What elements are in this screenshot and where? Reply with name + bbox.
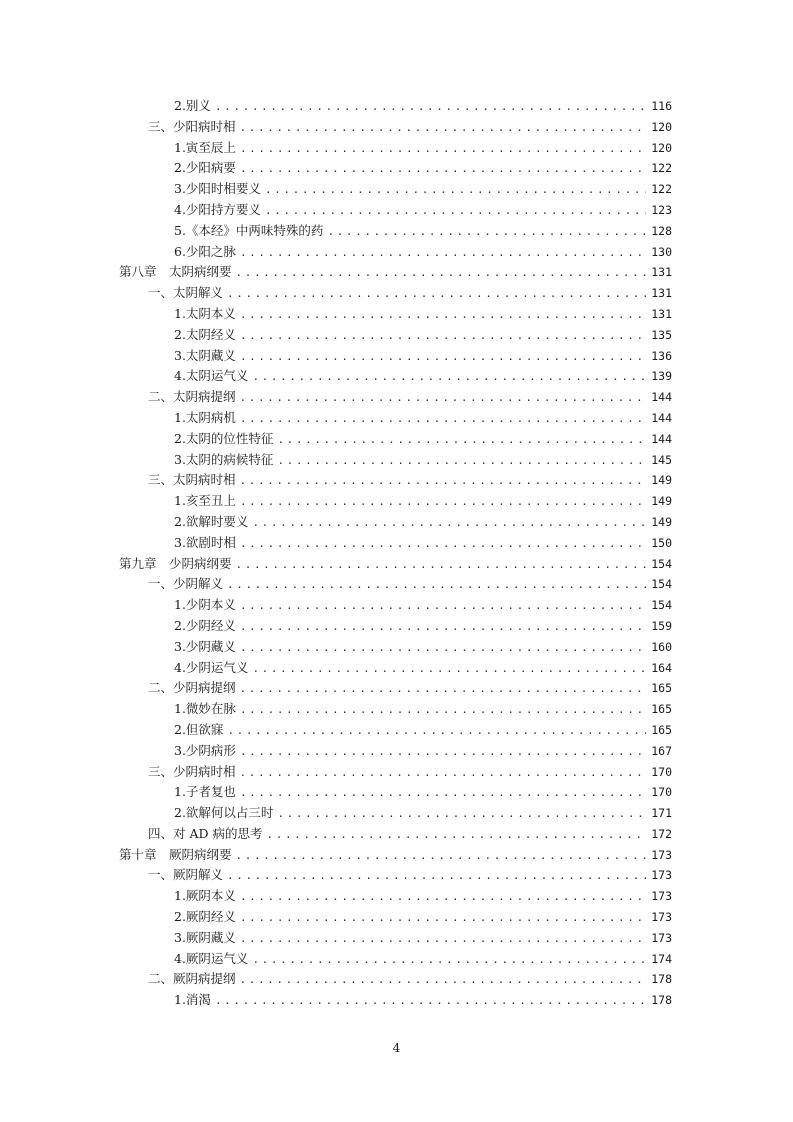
toc-entry[interactable] bbox=[119, 699, 672, 720]
dot-leader bbox=[327, 222, 646, 243]
toc-entry[interactable] bbox=[119, 762, 672, 783]
dot-leader bbox=[240, 700, 646, 721]
dot-leader bbox=[236, 263, 646, 284]
toc-entry-page: 120 bbox=[651, 119, 672, 134]
toc-entry-title: 1.亥至丑上 bbox=[174, 493, 236, 509]
dot-leader bbox=[236, 555, 646, 576]
toc-entry-title: 2.但欲寐 bbox=[174, 721, 224, 737]
toc-entry-title: 3.欲剧时相 bbox=[174, 534, 236, 550]
toc-entry-page: 150 bbox=[651, 535, 672, 550]
toc-entry-title: 4.厥阴运气义 bbox=[174, 950, 249, 966]
dot-leader bbox=[240, 679, 646, 700]
toc-entry-title: 三、少阳病时相 bbox=[148, 118, 236, 134]
toc-entry-page: 170 bbox=[651, 764, 672, 779]
toc-entry-page: 154 bbox=[651, 598, 672, 613]
toc-entry[interactable] bbox=[119, 221, 672, 242]
toc-entry[interactable] bbox=[119, 865, 672, 886]
toc-entry-title: 第九章 少阴病纲要 bbox=[119, 555, 232, 571]
toc-entry[interactable] bbox=[119, 346, 672, 367]
dot-leader bbox=[240, 388, 646, 409]
dot-leader bbox=[252, 950, 646, 971]
toc-entry[interactable] bbox=[119, 990, 672, 1011]
dot-leader bbox=[215, 97, 646, 118]
dot-leader bbox=[240, 305, 646, 326]
dot-leader bbox=[240, 783, 646, 804]
dot-leader bbox=[267, 825, 647, 846]
toc-entry-page: 122 bbox=[651, 161, 672, 176]
toc-entry-title: 四、对 AD 病的思考 bbox=[148, 825, 263, 841]
toc-entry-title: 3.太阴的病候特征 bbox=[174, 451, 274, 467]
toc-entry[interactable] bbox=[119, 366, 672, 387]
toc-entry[interactable] bbox=[119, 179, 672, 200]
toc-entry-title: 1.太阴病机 bbox=[174, 409, 236, 425]
toc-entry-page: 149 bbox=[651, 494, 672, 509]
toc-entry-title: 二、少阴病提纲 bbox=[148, 680, 236, 696]
toc-entry-page: 160 bbox=[651, 639, 672, 654]
toc-entry-page: 178 bbox=[651, 993, 672, 1008]
toc-entry[interactable] bbox=[119, 595, 672, 616]
toc-entry-title: 三、太阴病时相 bbox=[148, 472, 236, 488]
toc-entry-page: 164 bbox=[651, 660, 672, 675]
toc-entry-title: 一、少阴解义 bbox=[148, 576, 224, 592]
toc-entry[interactable] bbox=[119, 512, 672, 533]
toc-entry-page: 149 bbox=[651, 473, 672, 488]
dot-leader bbox=[240, 596, 646, 617]
toc-entry-title: 一、厥阴解义 bbox=[148, 867, 224, 883]
toc-entry-title: 3.少阴藏义 bbox=[174, 638, 236, 654]
toc-entry[interactable] bbox=[119, 928, 672, 949]
toc-entry-page: 173 bbox=[651, 868, 672, 883]
toc-entry-title: 第十章 厥阴病纲要 bbox=[119, 846, 232, 862]
toc-entry-title: 3.少阳时相要义 bbox=[174, 181, 261, 197]
toc-entry[interactable] bbox=[119, 450, 672, 471]
toc-entry-page: 120 bbox=[651, 140, 672, 155]
toc-entry-title: 1.消渴 bbox=[174, 992, 211, 1008]
toc-entry-page: 165 bbox=[651, 681, 672, 696]
toc-entry-title: 2.欲解何以占三时 bbox=[174, 805, 274, 821]
dot-leader bbox=[240, 763, 646, 784]
toc-entry[interactable] bbox=[119, 616, 672, 637]
dot-leader bbox=[240, 409, 646, 430]
toc-entry[interactable] bbox=[119, 658, 672, 679]
toc-entry[interactable] bbox=[119, 574, 672, 595]
dot-leader bbox=[240, 492, 646, 513]
toc-entry-page: 165 bbox=[651, 722, 672, 737]
dot-leader bbox=[240, 617, 646, 638]
toc-entry-title: 一、太阴解义 bbox=[148, 285, 224, 301]
toc-entry-title: 第八章 太阴病纲要 bbox=[119, 264, 232, 280]
toc-entry-title: 2.别义 bbox=[174, 98, 211, 113]
dot-leader bbox=[236, 846, 646, 867]
toc-entry[interactable] bbox=[119, 949, 672, 970]
toc-entry[interactable] bbox=[119, 262, 672, 283]
toc-entry[interactable] bbox=[119, 637, 672, 658]
page-number: 4 bbox=[392, 1041, 401, 1055]
toc-entry-title: 3.太阴藏义 bbox=[174, 347, 236, 363]
toc-entry-page: 178 bbox=[651, 972, 672, 987]
dot-leader bbox=[227, 575, 646, 596]
dot-leader bbox=[227, 866, 646, 887]
toc-entry[interactable] bbox=[119, 554, 672, 575]
toc-entry[interactable] bbox=[119, 533, 672, 554]
toc-entry-title: 1.少阴本义 bbox=[174, 597, 236, 613]
toc-entry-title: 6.少阳之脉 bbox=[174, 243, 236, 259]
toc-entry-page: 173 bbox=[651, 847, 672, 862]
dot-leader bbox=[240, 742, 646, 763]
toc-entry[interactable] bbox=[119, 200, 672, 221]
toc-entry[interactable] bbox=[119, 782, 672, 803]
dot-leader bbox=[252, 659, 646, 680]
dot-leader bbox=[227, 721, 646, 742]
dot-leader bbox=[240, 908, 646, 929]
toc-entry[interactable] bbox=[119, 741, 672, 762]
toc-entry-title: 3.少阴病形 bbox=[174, 742, 236, 758]
dot-leader bbox=[252, 367, 646, 388]
dot-leader bbox=[277, 804, 646, 825]
toc-entry-title: 2.少阳病要 bbox=[174, 160, 236, 176]
toc-entry[interactable] bbox=[119, 470, 672, 491]
toc-entry-page: 145 bbox=[651, 452, 672, 467]
toc-entry[interactable] bbox=[119, 325, 672, 346]
toc-entry-page: 131 bbox=[651, 286, 672, 301]
toc-entry-title: 4.少阴运气义 bbox=[174, 659, 249, 675]
dot-leader bbox=[240, 243, 646, 264]
toc-entry-page: 116 bbox=[651, 99, 672, 113]
toc-entry[interactable] bbox=[119, 242, 672, 263]
toc-entry[interactable] bbox=[119, 720, 672, 741]
toc-entry-page: 159 bbox=[651, 618, 672, 633]
toc-entry[interactable] bbox=[119, 886, 672, 907]
dot-leader bbox=[240, 347, 646, 368]
toc-entry[interactable] bbox=[119, 845, 672, 866]
toc-entry[interactable] bbox=[119, 824, 672, 845]
toc-entry-page: 128 bbox=[651, 223, 672, 238]
toc-entry-page: 139 bbox=[651, 369, 672, 384]
dot-leader bbox=[265, 180, 646, 201]
toc-entry[interactable] bbox=[119, 969, 672, 990]
toc-entry-page: 174 bbox=[651, 951, 672, 966]
toc-entry[interactable] bbox=[119, 96, 672, 117]
dot-leader bbox=[240, 970, 646, 991]
dot-leader bbox=[227, 284, 646, 305]
toc-entry[interactable] bbox=[119, 283, 672, 304]
toc-entry-page: 173 bbox=[651, 910, 672, 925]
toc-entry[interactable] bbox=[119, 304, 672, 325]
dot-leader bbox=[240, 118, 646, 139]
dot-leader bbox=[277, 430, 646, 451]
toc-entry-title: 1.厥阴本义 bbox=[174, 888, 236, 904]
toc-entry-page: 154 bbox=[651, 556, 672, 571]
toc-entry[interactable] bbox=[119, 678, 672, 699]
toc-entry-page: 130 bbox=[651, 244, 672, 259]
toc-entry-page: 144 bbox=[651, 431, 672, 446]
dot-leader bbox=[265, 201, 646, 222]
toc-entry[interactable] bbox=[119, 387, 672, 408]
toc-entry-page: 144 bbox=[651, 390, 672, 405]
toc-entry-title: 2.欲解时要义 bbox=[174, 513, 249, 529]
toc-entry-title: 3.厥阴藏义 bbox=[174, 929, 236, 945]
toc-entry[interactable] bbox=[119, 117, 672, 138]
dot-leader bbox=[240, 326, 646, 347]
toc-entry-page: 154 bbox=[651, 577, 672, 592]
dot-leader bbox=[277, 451, 646, 472]
dot-leader bbox=[240, 471, 646, 492]
toc-entry-title: 1.太阴本义 bbox=[174, 305, 236, 321]
toc-entry[interactable] bbox=[119, 158, 672, 179]
toc-entry-page: 171 bbox=[651, 806, 672, 821]
toc-entry-page: 131 bbox=[651, 265, 672, 280]
toc-entry-title: 5.《本经》中两味特殊的药 bbox=[174, 222, 324, 238]
toc-entry-page: 167 bbox=[651, 743, 672, 758]
toc-entry-page: 149 bbox=[651, 514, 672, 529]
dot-leader bbox=[240, 887, 646, 908]
toc-entry-title: 4.太阴运气义 bbox=[174, 368, 249, 384]
dot-leader bbox=[252, 513, 646, 534]
toc-entry[interactable] bbox=[119, 138, 672, 159]
toc-entry-page: 123 bbox=[651, 202, 672, 217]
toc-entry[interactable] bbox=[119, 907, 672, 928]
toc-entry-title: 4.少阳持方要义 bbox=[174, 201, 261, 217]
toc-entry-title: 2.少阴经义 bbox=[174, 617, 236, 633]
toc-entry[interactable] bbox=[119, 491, 672, 512]
toc-entry-page: 122 bbox=[651, 182, 672, 197]
toc-entry[interactable] bbox=[119, 803, 672, 824]
toc-entry-title: 1.寅至辰上 bbox=[174, 139, 236, 155]
toc-entry-title: 1.子者复也 bbox=[174, 784, 236, 800]
toc-entry-page: 131 bbox=[651, 306, 672, 321]
dot-leader bbox=[240, 929, 646, 950]
toc-entry-title: 二、太阴病提纲 bbox=[148, 389, 236, 405]
dot-leader bbox=[215, 991, 646, 1012]
toc-entry-page: 144 bbox=[651, 410, 672, 425]
toc-entry-page: 136 bbox=[651, 348, 672, 363]
toc-entry[interactable] bbox=[119, 429, 672, 450]
toc-entry-page: 172 bbox=[651, 826, 672, 841]
toc-entry-page: 170 bbox=[651, 785, 672, 800]
toc-entry-title: 2.太阴经义 bbox=[174, 326, 236, 342]
toc-entry-title: 2.厥阴经义 bbox=[174, 909, 236, 925]
toc-entry-page: 173 bbox=[651, 889, 672, 904]
dot-leader bbox=[240, 534, 646, 555]
toc-entry-page: 165 bbox=[651, 702, 672, 717]
dot-leader bbox=[240, 139, 646, 160]
toc-entry-page: 135 bbox=[651, 327, 672, 342]
toc-entry-page: 173 bbox=[651, 930, 672, 945]
table-of-contents bbox=[119, 96, 672, 1011]
toc-entry-title: 三、少阴病时相 bbox=[148, 763, 236, 779]
dot-leader bbox=[240, 159, 646, 180]
toc-entry[interactable] bbox=[119, 408, 672, 429]
toc-entry-title: 二、厥阴病提纲 bbox=[148, 971, 236, 987]
toc-entry-title: 2.太阴的位性特征 bbox=[174, 430, 274, 446]
dot-leader bbox=[240, 638, 646, 659]
toc-entry-title: 1.微妙在脉 bbox=[174, 701, 236, 717]
